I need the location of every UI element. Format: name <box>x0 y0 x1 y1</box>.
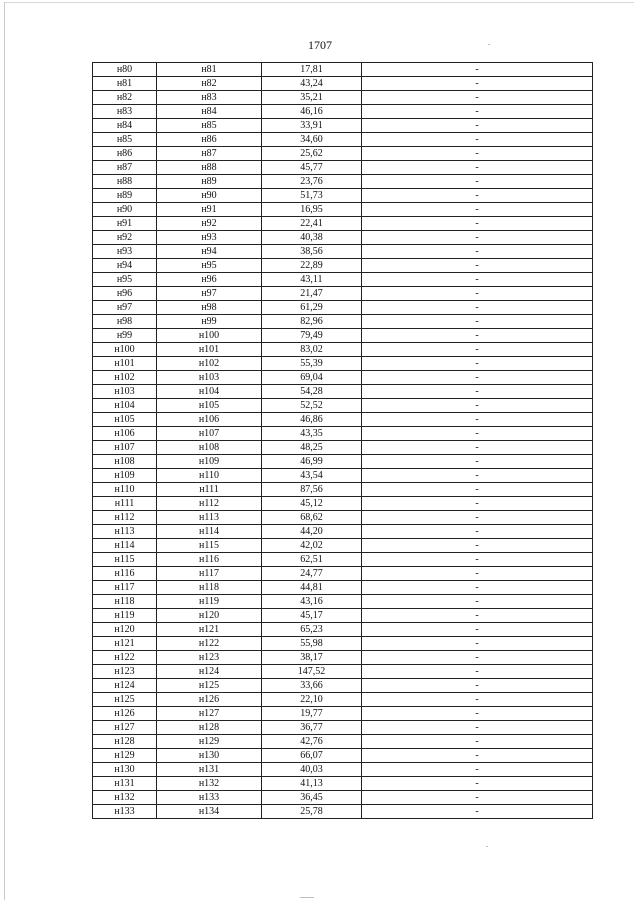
note-cell: - <box>362 721 593 735</box>
table-row <box>93 77 593 91</box>
length-cell: 43,11 <box>262 273 362 287</box>
length-cell: 45,77 <box>262 161 362 175</box>
table-row <box>93 721 593 735</box>
from-point-cell: н93 <box>93 245 157 259</box>
note-cell: - <box>362 651 593 665</box>
note-cell: - <box>362 735 593 749</box>
to-point-cell: н109 <box>157 455 262 469</box>
length-cell: 48,25 <box>262 441 362 455</box>
table-row <box>93 147 593 161</box>
from-point-cell: н96 <box>93 287 157 301</box>
table-row <box>93 371 593 385</box>
to-point-cell: н116 <box>157 553 262 567</box>
length-cell: 147,52 <box>262 665 362 679</box>
note-cell: - <box>362 259 593 273</box>
note-cell: - <box>362 175 593 189</box>
note-cell: - <box>362 483 593 497</box>
from-point-cell: н83 <box>93 105 157 119</box>
length-cell: 45,17 <box>262 609 362 623</box>
from-point-cell: н103 <box>93 385 157 399</box>
to-point-cell: н94 <box>157 245 262 259</box>
length-cell: 23,76 <box>262 175 362 189</box>
length-cell: 43,35 <box>262 427 362 441</box>
length-cell: 54,28 <box>262 385 362 399</box>
to-point-cell: н118 <box>157 581 262 595</box>
length-cell: 33,91 <box>262 119 362 133</box>
note-cell: - <box>362 791 593 805</box>
table-row <box>93 441 593 455</box>
from-point-cell: н108 <box>93 455 157 469</box>
table-row <box>93 539 593 553</box>
note-cell: - <box>362 161 593 175</box>
table-row <box>93 595 593 609</box>
length-cell: 79,49 <box>262 329 362 343</box>
note-cell: - <box>362 301 593 315</box>
table-row <box>93 203 593 217</box>
to-point-cell: н91 <box>157 203 262 217</box>
scan-speck <box>300 897 314 898</box>
to-point-cell: н95 <box>157 259 262 273</box>
table-row <box>93 623 593 637</box>
table-row <box>93 427 593 441</box>
page-number: 1707 <box>308 38 332 52</box>
from-point-cell: н112 <box>93 511 157 525</box>
note-cell: - <box>362 693 593 707</box>
from-point-cell: н126 <box>93 707 157 721</box>
to-point-cell: н89 <box>157 175 262 189</box>
length-cell: 46,99 <box>262 455 362 469</box>
note-cell: - <box>362 427 593 441</box>
from-point-cell: н105 <box>93 413 157 427</box>
length-cell: 69,04 <box>262 371 362 385</box>
note-cell: - <box>362 217 593 231</box>
length-cell: 25,62 <box>262 147 362 161</box>
table-row <box>93 287 593 301</box>
note-cell: - <box>362 77 593 91</box>
table-row <box>93 777 593 791</box>
note-cell: - <box>362 637 593 651</box>
to-point-cell: н102 <box>157 357 262 371</box>
table-row <box>93 651 593 665</box>
length-cell: 44,20 <box>262 525 362 539</box>
table-row <box>93 679 593 693</box>
length-cell: 34,60 <box>262 133 362 147</box>
note-cell: - <box>362 203 593 217</box>
note-cell: - <box>362 273 593 287</box>
table-row <box>93 525 593 539</box>
table-row <box>93 329 593 343</box>
length-cell: 42,76 <box>262 735 362 749</box>
from-point-cell: н110 <box>93 483 157 497</box>
length-cell: 22,10 <box>262 693 362 707</box>
note-cell: - <box>362 777 593 791</box>
note-cell: - <box>362 595 593 609</box>
table-row <box>93 665 593 679</box>
length-cell: 43,24 <box>262 77 362 91</box>
from-point-cell: н91 <box>93 217 157 231</box>
from-point-cell: н92 <box>93 231 157 245</box>
length-cell: 46,16 <box>262 105 362 119</box>
length-cell: 41,13 <box>262 777 362 791</box>
table-row <box>93 455 593 469</box>
to-point-cell: н93 <box>157 231 262 245</box>
to-point-cell: н111 <box>157 483 262 497</box>
length-cell: 43,16 <box>262 595 362 609</box>
length-cell: 22,89 <box>262 259 362 273</box>
from-point-cell: н101 <box>93 357 157 371</box>
to-point-cell: н108 <box>157 441 262 455</box>
table-row <box>93 133 593 147</box>
from-point-cell: н98 <box>93 315 157 329</box>
from-point-cell: н129 <box>93 749 157 763</box>
to-point-cell: н106 <box>157 413 262 427</box>
to-point-cell: н110 <box>157 469 262 483</box>
table-row <box>93 749 593 763</box>
to-point-cell: н87 <box>157 147 262 161</box>
to-point-cell: н82 <box>157 77 262 91</box>
from-point-cell: н86 <box>93 147 157 161</box>
note-cell: - <box>362 525 593 539</box>
table-row <box>93 805 593 819</box>
to-point-cell: н134 <box>157 805 262 819</box>
note-cell: - <box>362 511 593 525</box>
from-point-cell: н89 <box>93 189 157 203</box>
length-cell: 42,02 <box>262 539 362 553</box>
length-cell: 19,77 <box>262 707 362 721</box>
from-point-cell: н124 <box>93 679 157 693</box>
length-cell: 38,17 <box>262 651 362 665</box>
length-cell: 35,21 <box>262 91 362 105</box>
table-row <box>93 301 593 315</box>
note-cell: - <box>362 581 593 595</box>
from-point-cell: н85 <box>93 133 157 147</box>
table-row <box>93 217 593 231</box>
length-cell: 17,81 <box>262 63 362 77</box>
table-row <box>93 497 593 511</box>
boundary-segments-table <box>92 62 593 819</box>
to-point-cell: н81 <box>157 63 262 77</box>
from-point-cell: н123 <box>93 665 157 679</box>
note-cell: - <box>362 147 593 161</box>
to-point-cell: н133 <box>157 791 262 805</box>
to-point-cell: н107 <box>157 427 262 441</box>
to-point-cell: н86 <box>157 133 262 147</box>
table-row <box>93 763 593 777</box>
note-cell: - <box>362 133 593 147</box>
table-row <box>93 343 593 357</box>
to-point-cell: н83 <box>157 91 262 105</box>
from-point-cell: н82 <box>93 91 157 105</box>
to-point-cell: н126 <box>157 693 262 707</box>
table-row <box>93 483 593 497</box>
table-row <box>93 707 593 721</box>
note-cell: - <box>362 329 593 343</box>
length-cell: 38,56 <box>262 245 362 259</box>
length-cell: 65,23 <box>262 623 362 637</box>
note-cell: - <box>362 91 593 105</box>
note-cell: - <box>362 469 593 483</box>
table-row <box>93 119 593 133</box>
table-row <box>93 175 593 189</box>
from-point-cell: н116 <box>93 567 157 581</box>
from-point-cell: н99 <box>93 329 157 343</box>
note-cell: - <box>362 119 593 133</box>
to-point-cell: н103 <box>157 371 262 385</box>
to-point-cell: н104 <box>157 385 262 399</box>
from-point-cell: н122 <box>93 651 157 665</box>
to-point-cell: н98 <box>157 301 262 315</box>
table-row <box>93 637 593 651</box>
note-cell: - <box>362 399 593 413</box>
from-point-cell: н111 <box>93 497 157 511</box>
from-point-cell: н132 <box>93 791 157 805</box>
table-row <box>93 791 593 805</box>
from-point-cell: н128 <box>93 735 157 749</box>
from-point-cell: н97 <box>93 301 157 315</box>
from-point-cell: н104 <box>93 399 157 413</box>
from-point-cell: н88 <box>93 175 157 189</box>
table-row <box>93 357 593 371</box>
length-cell: 24,77 <box>262 567 362 581</box>
length-cell: 45,12 <box>262 497 362 511</box>
note-cell: - <box>362 623 593 637</box>
to-point-cell: н124 <box>157 665 262 679</box>
from-point-cell: н131 <box>93 777 157 791</box>
from-point-cell: н94 <box>93 259 157 273</box>
length-cell: 22,41 <box>262 217 362 231</box>
length-cell: 55,39 <box>262 357 362 371</box>
table-row <box>93 189 593 203</box>
length-cell: 40,38 <box>262 231 362 245</box>
from-point-cell: н118 <box>93 595 157 609</box>
from-point-cell: н87 <box>93 161 157 175</box>
from-point-cell: н107 <box>93 441 157 455</box>
from-point-cell: н80 <box>93 63 157 77</box>
to-point-cell: н88 <box>157 161 262 175</box>
length-cell: 87,56 <box>262 483 362 497</box>
to-point-cell: н112 <box>157 497 262 511</box>
note-cell: - <box>362 343 593 357</box>
from-point-cell: н121 <box>93 637 157 651</box>
note-cell: - <box>362 567 593 581</box>
length-cell: 62,51 <box>262 553 362 567</box>
length-cell: 51,73 <box>262 189 362 203</box>
to-point-cell: н113 <box>157 511 262 525</box>
note-cell: - <box>362 553 593 567</box>
from-point-cell: н113 <box>93 525 157 539</box>
note-cell: - <box>362 539 593 553</box>
table-row <box>93 245 593 259</box>
note-cell: - <box>362 63 593 77</box>
to-point-cell: н119 <box>157 595 262 609</box>
table-body <box>93 63 593 819</box>
to-point-cell: н85 <box>157 119 262 133</box>
note-cell: - <box>362 287 593 301</box>
from-point-cell: н115 <box>93 553 157 567</box>
from-point-cell: н120 <box>93 623 157 637</box>
from-point-cell: н95 <box>93 273 157 287</box>
from-point-cell: н117 <box>93 581 157 595</box>
table-row <box>93 385 593 399</box>
from-point-cell: н119 <box>93 609 157 623</box>
note-cell: - <box>362 385 593 399</box>
note-cell: - <box>362 805 593 819</box>
note-cell: - <box>362 413 593 427</box>
table-row <box>93 259 593 273</box>
to-point-cell: н129 <box>157 735 262 749</box>
note-cell: - <box>362 749 593 763</box>
table-row <box>93 399 593 413</box>
table-row <box>93 231 593 245</box>
table-row <box>93 413 593 427</box>
length-cell: 16,95 <box>262 203 362 217</box>
note-cell: - <box>362 357 593 371</box>
from-point-cell: н133 <box>93 805 157 819</box>
note-cell: - <box>362 609 593 623</box>
to-point-cell: н96 <box>157 273 262 287</box>
note-cell: - <box>362 105 593 119</box>
note-cell: - <box>362 315 593 329</box>
from-point-cell: н90 <box>93 203 157 217</box>
to-point-cell: н97 <box>157 287 262 301</box>
note-cell: - <box>362 665 593 679</box>
length-cell: 36,45 <box>262 791 362 805</box>
note-cell: - <box>362 455 593 469</box>
from-point-cell: н125 <box>93 693 157 707</box>
from-point-cell: н127 <box>93 721 157 735</box>
to-point-cell: н120 <box>157 609 262 623</box>
from-point-cell: н106 <box>93 427 157 441</box>
note-cell: - <box>362 763 593 777</box>
to-point-cell: н131 <box>157 763 262 777</box>
from-point-cell: н109 <box>93 469 157 483</box>
scan-speck <box>486 846 488 847</box>
from-point-cell: н84 <box>93 119 157 133</box>
from-point-cell: н100 <box>93 343 157 357</box>
note-cell: - <box>362 679 593 693</box>
to-point-cell: н132 <box>157 777 262 791</box>
length-cell: 44,81 <box>262 581 362 595</box>
table-row <box>93 553 593 567</box>
to-point-cell: н125 <box>157 679 262 693</box>
to-point-cell: н100 <box>157 329 262 343</box>
length-cell: 52,52 <box>262 399 362 413</box>
length-cell: 33,66 <box>262 679 362 693</box>
note-cell: - <box>362 245 593 259</box>
to-point-cell: н114 <box>157 525 262 539</box>
table-row <box>93 91 593 105</box>
note-cell: - <box>362 371 593 385</box>
to-point-cell: н115 <box>157 539 262 553</box>
to-point-cell: н84 <box>157 105 262 119</box>
to-point-cell: н121 <box>157 623 262 637</box>
table-row <box>93 609 593 623</box>
table-row <box>93 511 593 525</box>
table-row <box>93 469 593 483</box>
to-point-cell: н127 <box>157 707 262 721</box>
length-cell: 68,62 <box>262 511 362 525</box>
length-cell: 55,98 <box>262 637 362 651</box>
to-point-cell: н105 <box>157 399 262 413</box>
table-row <box>93 273 593 287</box>
to-point-cell: н99 <box>157 315 262 329</box>
to-point-cell: н128 <box>157 721 262 735</box>
table-row <box>93 63 593 77</box>
to-point-cell: н90 <box>157 189 262 203</box>
table-row <box>93 581 593 595</box>
note-cell: - <box>362 707 593 721</box>
to-point-cell: н130 <box>157 749 262 763</box>
note-cell: - <box>362 189 593 203</box>
note-cell: - <box>362 441 593 455</box>
table-row <box>93 105 593 119</box>
note-cell: - <box>362 231 593 245</box>
to-point-cell: н123 <box>157 651 262 665</box>
from-point-cell: н102 <box>93 371 157 385</box>
length-cell: 46,86 <box>262 413 362 427</box>
length-cell: 82,96 <box>262 315 362 329</box>
length-cell: 40,03 <box>262 763 362 777</box>
table-row <box>93 315 593 329</box>
from-point-cell: н130 <box>93 763 157 777</box>
from-point-cell: н114 <box>93 539 157 553</box>
length-cell: 43,54 <box>262 469 362 483</box>
table-row <box>93 567 593 581</box>
length-cell: 21,47 <box>262 287 362 301</box>
to-point-cell: н122 <box>157 637 262 651</box>
length-cell: 66,07 <box>262 749 362 763</box>
length-cell: 25,78 <box>262 805 362 819</box>
length-cell: 83,02 <box>262 343 362 357</box>
note-cell: - <box>362 497 593 511</box>
table-row <box>93 693 593 707</box>
to-point-cell: н101 <box>157 343 262 357</box>
length-cell: 61,29 <box>262 301 362 315</box>
table-row <box>93 161 593 175</box>
table-row <box>93 735 593 749</box>
to-point-cell: н117 <box>157 567 262 581</box>
to-point-cell: н92 <box>157 217 262 231</box>
from-point-cell: н81 <box>93 77 157 91</box>
length-cell: 36,77 <box>262 721 362 735</box>
